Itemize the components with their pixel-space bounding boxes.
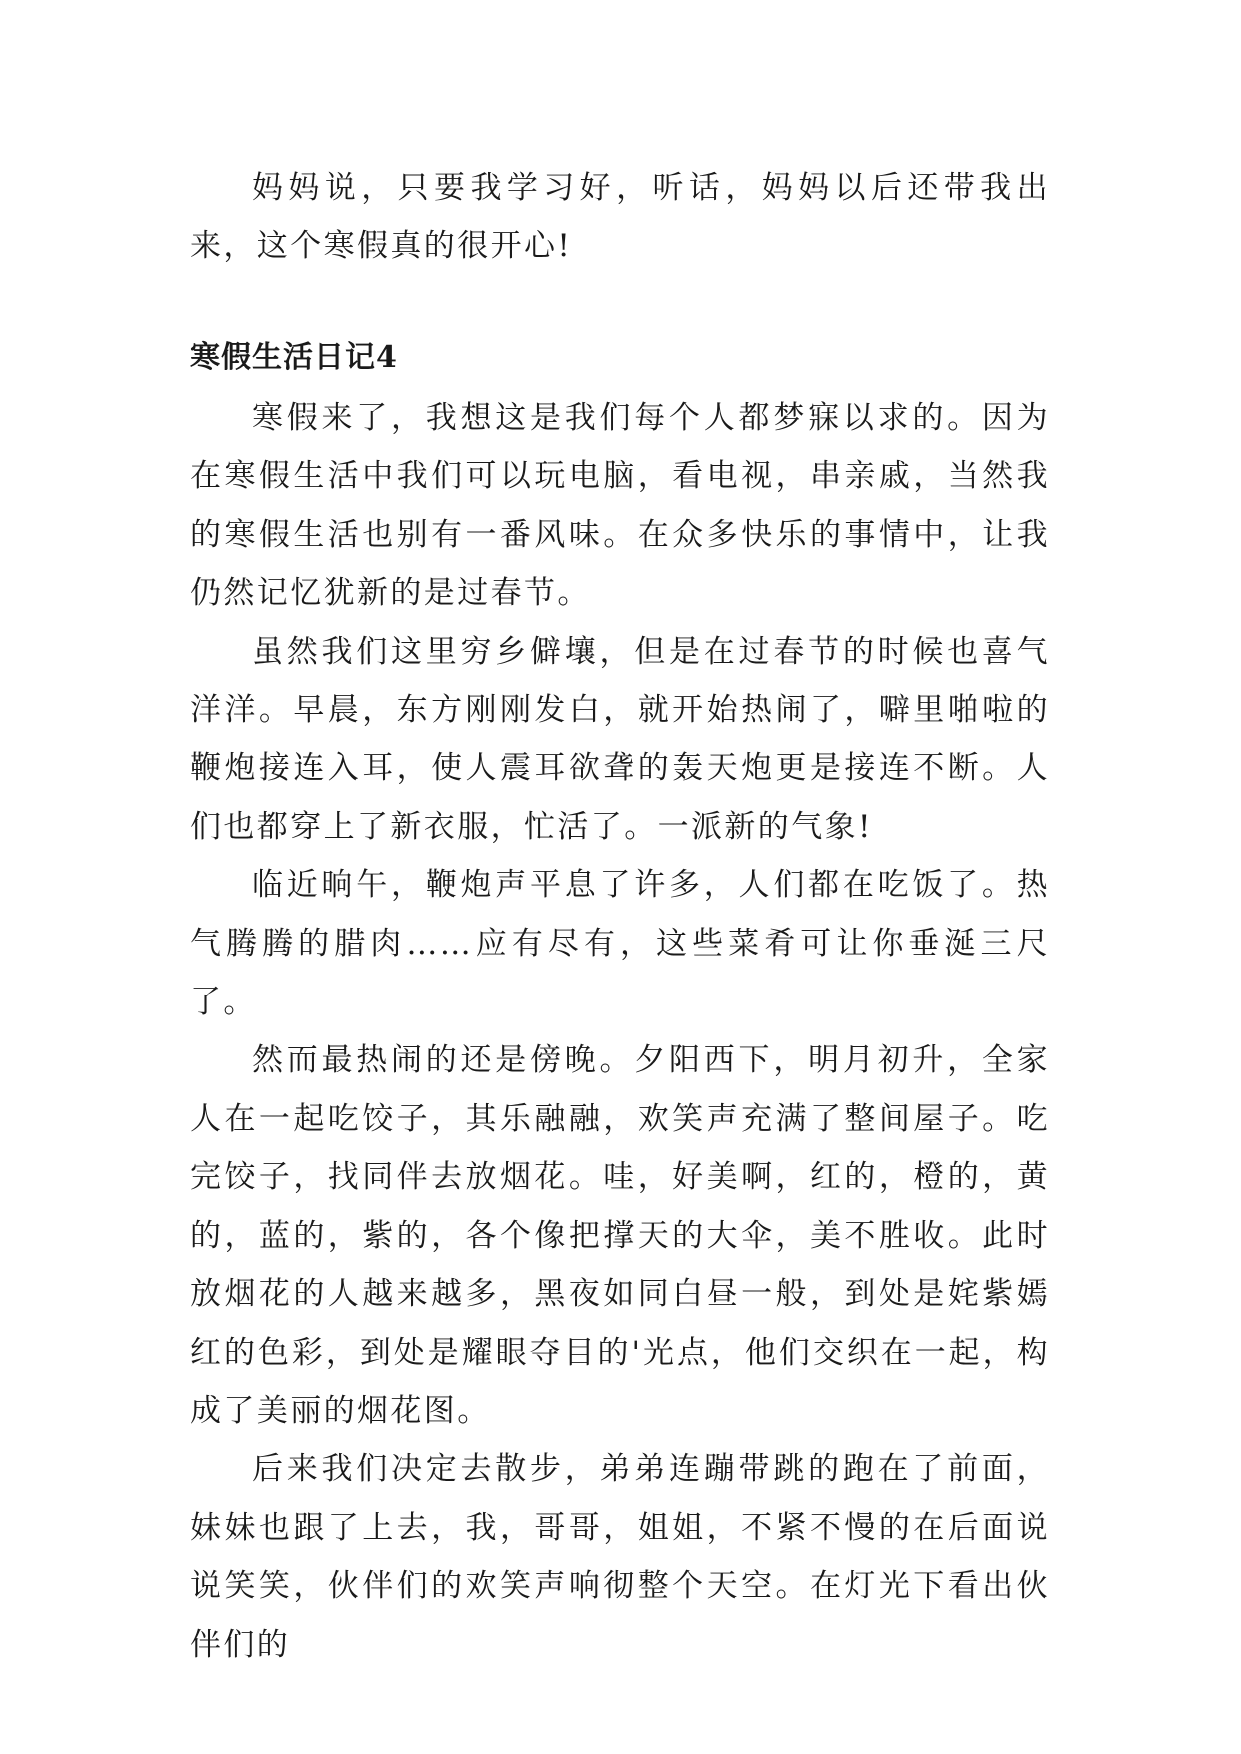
paragraph: 后来我们决定去散步，弟弟连蹦带跳的跑在了前面，妹妹也跟了上去，我，哥哥，姐姐，不紧不慢的在后面说说笑笑，伙伴们的欢笑声响彻整个天空。在灯光下看出伙伴们的 [190,1451,1050,1663]
section-title: 寒假生活日记4 [190,340,398,375]
paragraph: 然而最热闹的还是傍晚。夕阳西下，明月初升，全家人在一起吃饺子，其乐融融，欢笑声充满了整间屋子。吃完饺子，找同伴去放烟花。哇，好美啊，红的，橙的，黄的，蓝的，紫的，各个像把撑天的大伞，美不胜收。此时放烟花的人越来越多，黑夜如同白昼一般，到处是姹紫嫣红的色彩，到处是耀眼夺目的'光点，他们交织在一起，构成了美丽的烟花图。 [190,1042,1050,1429]
paragraph: 虽然我们这里穷乡僻壤，但是在过春节的时候也喜气洋洋。早晨，东方刚刚发白，就开始热闹了，噼里啪啦的鞭炮接连入耳，使人震耳欲聋的轰天炮更是接连不断。人们也都穿上了新衣服，忙活了。一派新的气象! [190,633,1050,845]
paragraph: 寒假来了，我想这是我们每个人都梦寐以求的。因为在寒假生活中我们可以玩电脑，看电视，串亲戚，当然我的寒假生活也别有一番风味。在众多快乐的事情中，让我仍然记忆犹新的是过春节。 [190,400,1050,612]
intro-paragraph: 妈妈说，只要我学习好，听话，妈妈以后还带我出来，这个寒假真的很开心! [190,170,1050,265]
paragraph: 临近晌午，鞭炮声平息了许多，人们都在吃饭了。热气腾腾的腊肉……应有尽有，这些菜肴可让你垂涎三尺了。 [190,867,1050,1021]
intro-section [190,159,1050,276]
diary-body [190,389,1050,1674]
